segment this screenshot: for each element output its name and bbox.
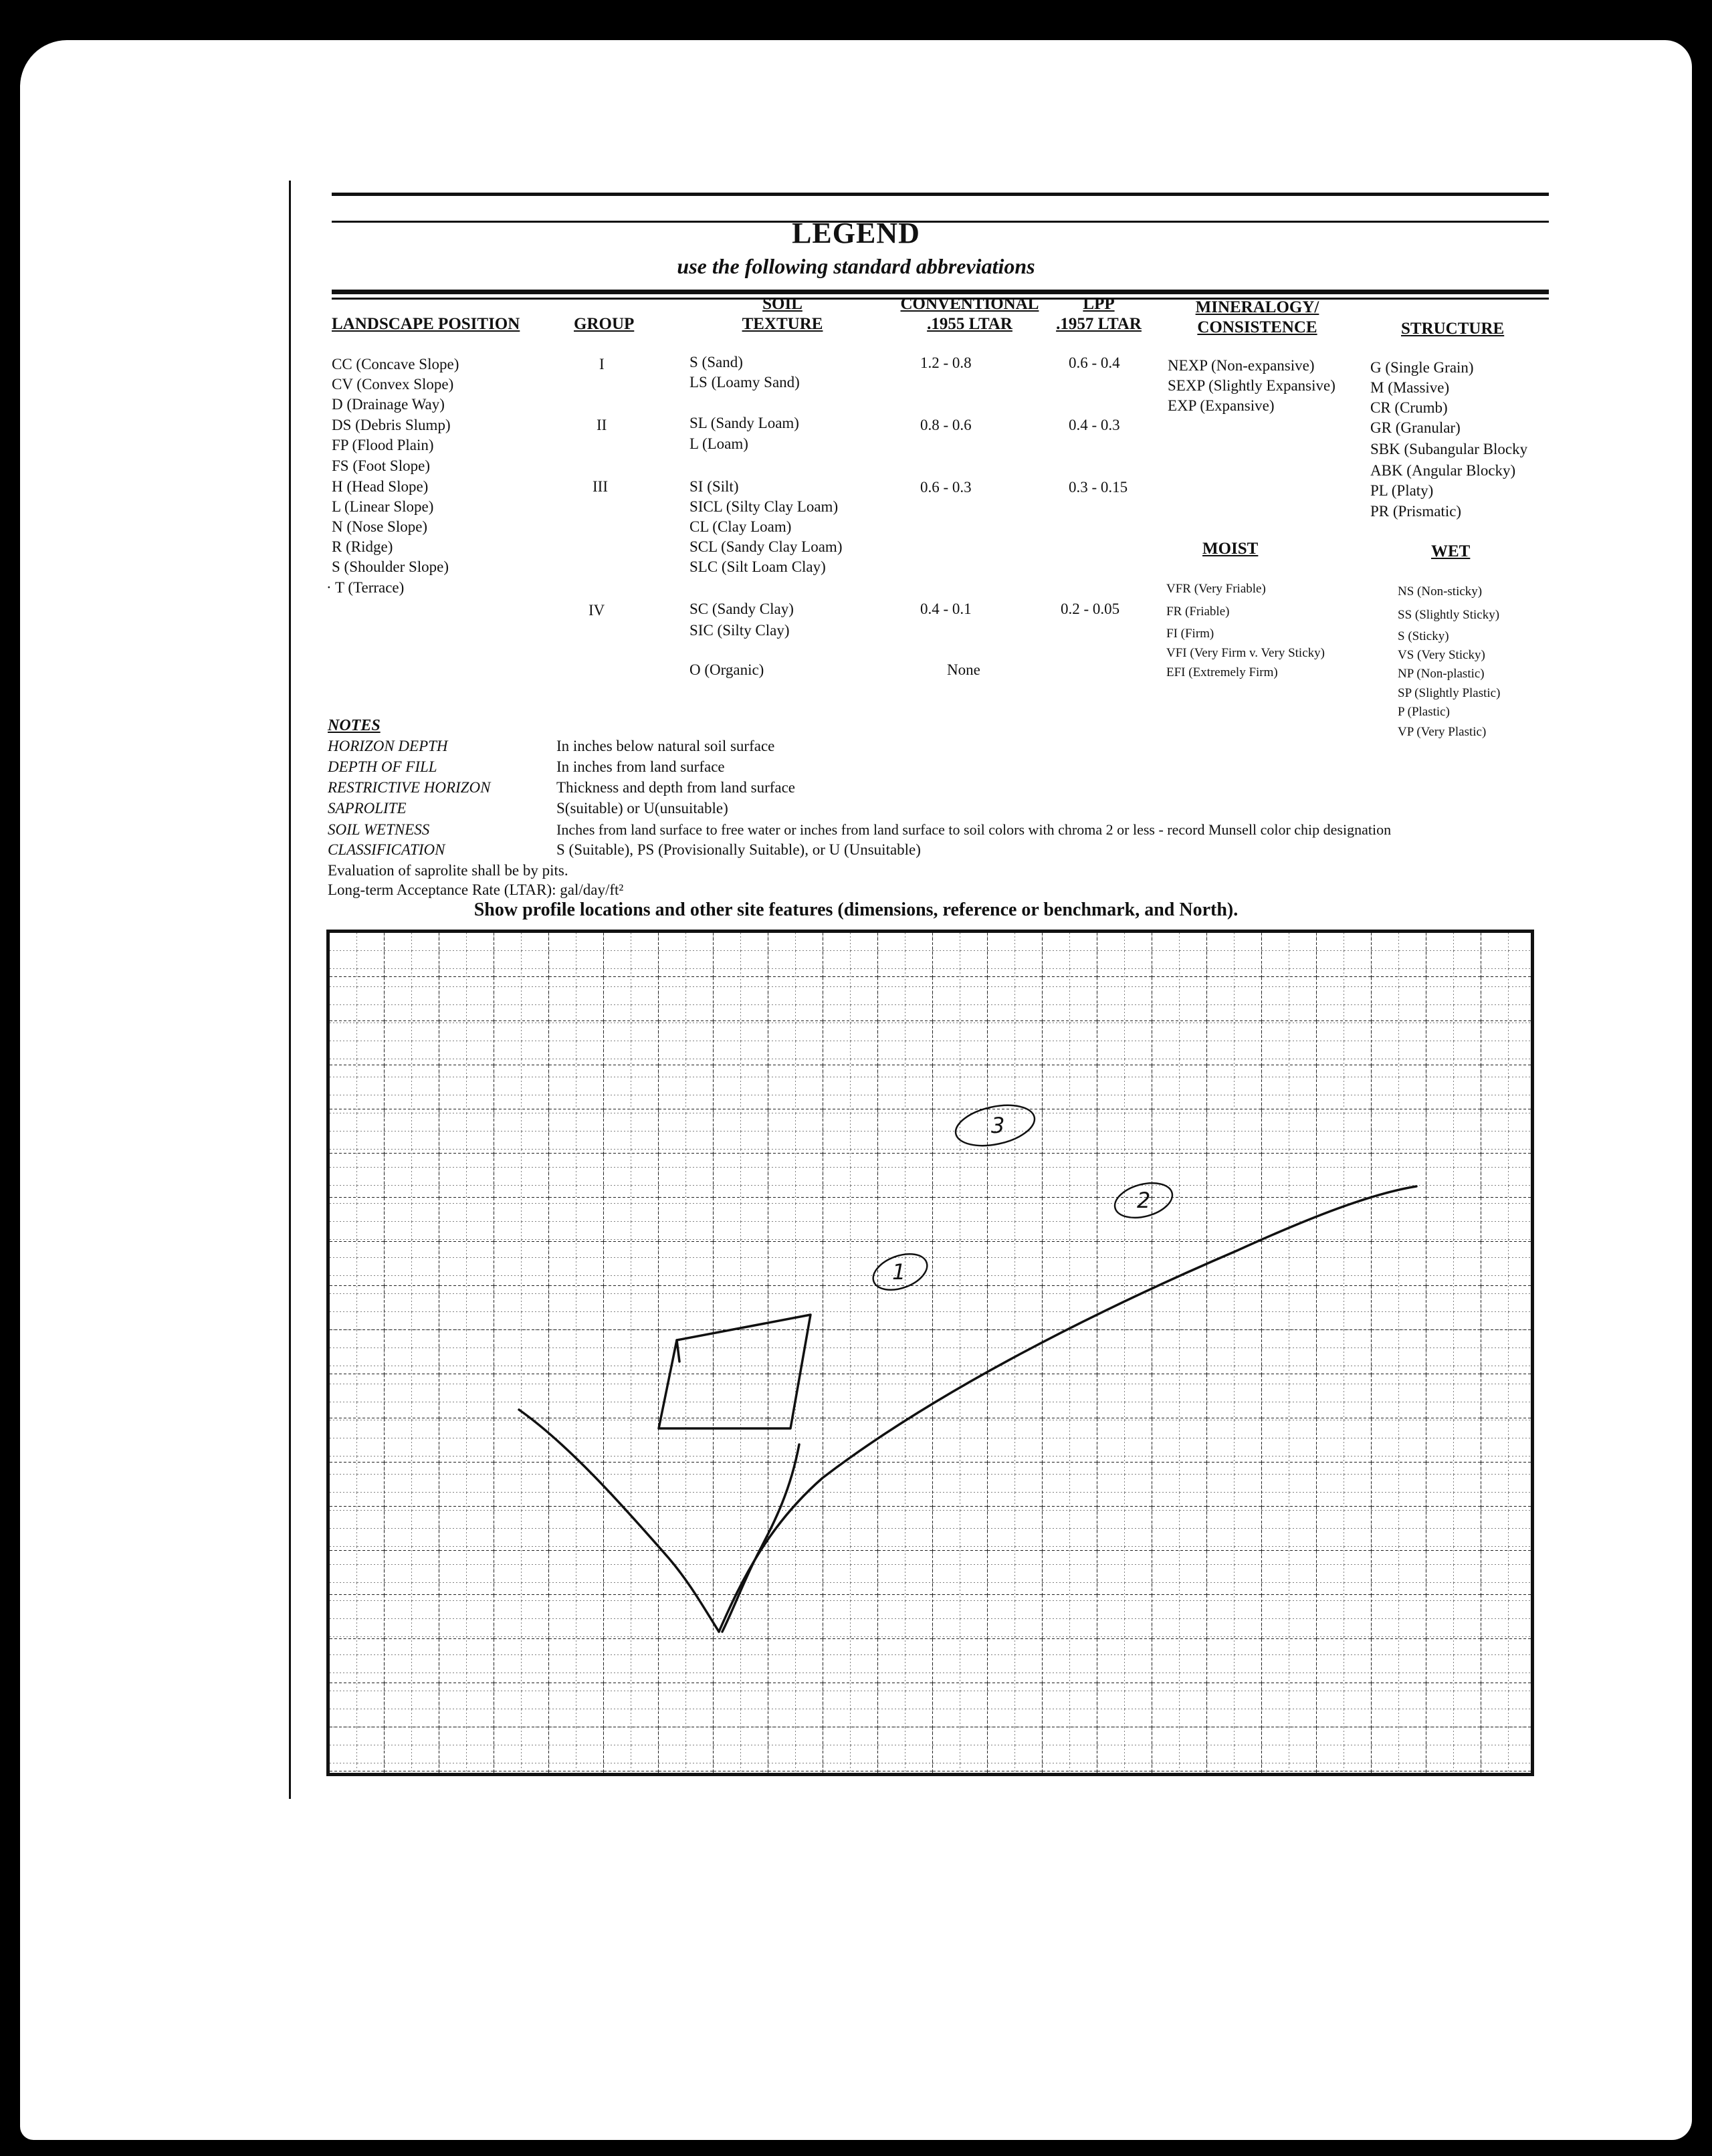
header-conventional-top: CONVENTIONAL [900, 295, 1039, 313]
group-number: IV [588, 602, 605, 619]
landscape-item: FS (Foot Slope) [332, 457, 430, 474]
landscape-item: CC (Concave Slope) [332, 356, 459, 372]
soil-texture-item: SICL (Silty Clay Loam) [689, 498, 839, 515]
conventional-ltar: 0.4 - 0.1 [920, 601, 972, 617]
note-key: CLASSIFICATION [328, 841, 445, 858]
soil-texture-item: SCL (Sandy Clay Loam) [689, 538, 843, 555]
sketch-short-stroke [722, 1444, 799, 1632]
conventional-ltar: 1.2 - 0.8 [920, 354, 972, 371]
header-conventional-bottom: .1955 LTAR [927, 315, 1012, 333]
lpp-ltar: 0.3 - 0.15 [1069, 479, 1128, 496]
wet-item: VP (Very Plastic) [1398, 725, 1487, 739]
soil-texture-item: S (Sand) [689, 354, 743, 370]
soil-texture-item: SL (Sandy Loam) [689, 415, 799, 431]
sketch-line-right [719, 1186, 1416, 1632]
header-landscape-label: LANDSCAPE POSITION [332, 315, 520, 333]
ltar-note: Long-term Acceptance Rate (LTAR): gal/day/ft² [328, 881, 624, 898]
moist-item: EFI (Extremely Firm) [1166, 665, 1278, 679]
landscape-item: FP (Flood Plain) [332, 437, 434, 453]
sketch-label-1: 1 [892, 1259, 906, 1285]
header-lpp-bottom: .1957 LTAR [1056, 315, 1142, 333]
soil-texture-item: SIC (Silty Clay) [689, 622, 790, 639]
note-key: SOIL WETNESS [328, 821, 430, 838]
note-key: RESTRICTIVE HORIZON [328, 779, 491, 796]
lpp-ltar: 0.2 - 0.05 [1061, 601, 1120, 617]
wet-item: SP (Slightly Plastic) [1398, 686, 1501, 700]
structure-item: M (Massive) [1370, 379, 1450, 396]
note-key: HORIZON DEPTH [328, 738, 448, 754]
soil-texture-item: CL (Clay Loam) [689, 518, 792, 535]
mineralogy-item: SEXP (Slightly Expansive) [1168, 377, 1335, 394]
legend-subtitle: use the following standard abbreviations [677, 254, 1035, 278]
header-wet-label: WET [1431, 542, 1471, 560]
note-value: Inches from land surface to free water or inches from land surface to soil colors with chroma 2 or less - record Munsell color chip designation [556, 821, 1392, 838]
saprolite-note: Evaluation of saprolite shall be by pits. [328, 862, 568, 879]
moist-item: VFI (Very Firm v. Very Sticky) [1166, 646, 1325, 660]
wet-item: NP (Non-plastic) [1398, 667, 1485, 681]
legend-title: LEGEND [792, 217, 920, 249]
header-soil-top: SOIL [762, 295, 802, 313]
soil-texture-item: SLC (Silt Loam Clay) [689, 558, 826, 575]
soil-texture-item: SI (Silt) [689, 478, 739, 495]
wet-item: VS (Very Sticky) [1398, 648, 1485, 662]
conventional-ltar: None [947, 661, 980, 678]
conventional-ltar: 0.8 - 0.6 [920, 417, 972, 433]
header-structure-label: STRUCTURE [1401, 320, 1505, 338]
sketch-rectangle [659, 1315, 811, 1428]
mineralogy-item: EXP (Expansive) [1168, 397, 1275, 414]
conventional-ltar: 0.6 - 0.3 [920, 479, 972, 496]
sketch-line-left [519, 1410, 719, 1632]
landscape-item: S (Shoulder Slope) [332, 558, 449, 575]
sketch-tick [677, 1340, 679, 1362]
soil-texture-item: SC (Sandy Clay) [689, 601, 794, 617]
landscape-item: H (Head Slope) [332, 478, 429, 495]
structure-item: GR (Granular) [1370, 419, 1461, 436]
soil-texture-item: LS (Loamy Sand) [689, 374, 800, 391]
structure-item: G (Single Grain) [1370, 359, 1474, 376]
header-mineralogy-bottom: CONSISTENCE [1197, 318, 1317, 336]
structure-item: ABK (Angular Blocky) [1370, 462, 1516, 479]
note-value: In inches from land surface [556, 758, 725, 775]
header-moist-label: MOIST [1202, 540, 1259, 558]
header-soil-bottom: TEXTURE [742, 315, 823, 333]
mineralogy-item: NEXP (Non-expansive) [1168, 357, 1315, 374]
header-lpp-top: LPP [1083, 295, 1115, 313]
structure-item: SBK (Subangular Blocky [1370, 441, 1528, 457]
lpp-ltar: 0.4 - 0.3 [1069, 417, 1120, 433]
wet-item: SS (Slightly Sticky) [1398, 608, 1500, 622]
landscape-item: R (Ridge) [332, 538, 393, 555]
landscape-item: L (Linear Slope) [332, 498, 434, 515]
moist-item: VFR (Very Friable) [1166, 582, 1266, 596]
group-number: II [597, 417, 607, 433]
sketch-label-2: 2 [1137, 1188, 1151, 1213]
notes-heading: NOTES [328, 717, 381, 734]
note-value: Thickness and depth from land surface [556, 779, 796, 796]
moist-item: FR (Friable) [1166, 605, 1230, 619]
note-value: In inches below natural soil surface [556, 738, 775, 754]
landscape-item: N (Nose Slope) [332, 518, 428, 535]
group-number: III [593, 478, 608, 495]
note-key: SAPROLITE [328, 800, 407, 817]
moist-item: FI (Firm) [1166, 627, 1214, 641]
site-instruction: Show profile locations and other site features (dimensions, reference or benchmark, and North). [473, 899, 1239, 920]
structure-item: PR (Prismatic) [1370, 503, 1462, 520]
group-number: I [599, 356, 605, 372]
wet-item: S (Sticky) [1398, 629, 1449, 643]
soil-texture-item: L (Loam) [689, 435, 748, 452]
note-value: S(suitable) or U(unsuitable) [556, 800, 728, 817]
structure-item: CR (Crumb) [1370, 399, 1448, 416]
wet-item: P (Plastic) [1398, 705, 1450, 719]
header-mineralogy-top: MINERALOGY/ [1195, 298, 1319, 316]
note-value: S (Suitable), PS (Provisionally Suitable), or U (Unsuitable) [556, 841, 921, 858]
lpp-ltar: 0.6 - 0.4 [1069, 354, 1120, 371]
soil-texture-item: O (Organic) [689, 661, 764, 678]
landscape-item: DS (Debris Slump) [332, 417, 451, 433]
landscape-item: · T (Terrace) [326, 579, 405, 596]
wet-item: NS (Non-sticky) [1398, 584, 1483, 599]
header-group-label: GROUP [574, 315, 635, 333]
landscape-item: D (Drainage Way) [332, 396, 445, 413]
note-key: DEPTH OF FILL [328, 758, 437, 775]
structure-item: PL (Platy) [1370, 482, 1434, 499]
landscape-item: CV (Convex Slope) [332, 376, 454, 393]
sketch-label-3: 3 [991, 1113, 1005, 1138]
